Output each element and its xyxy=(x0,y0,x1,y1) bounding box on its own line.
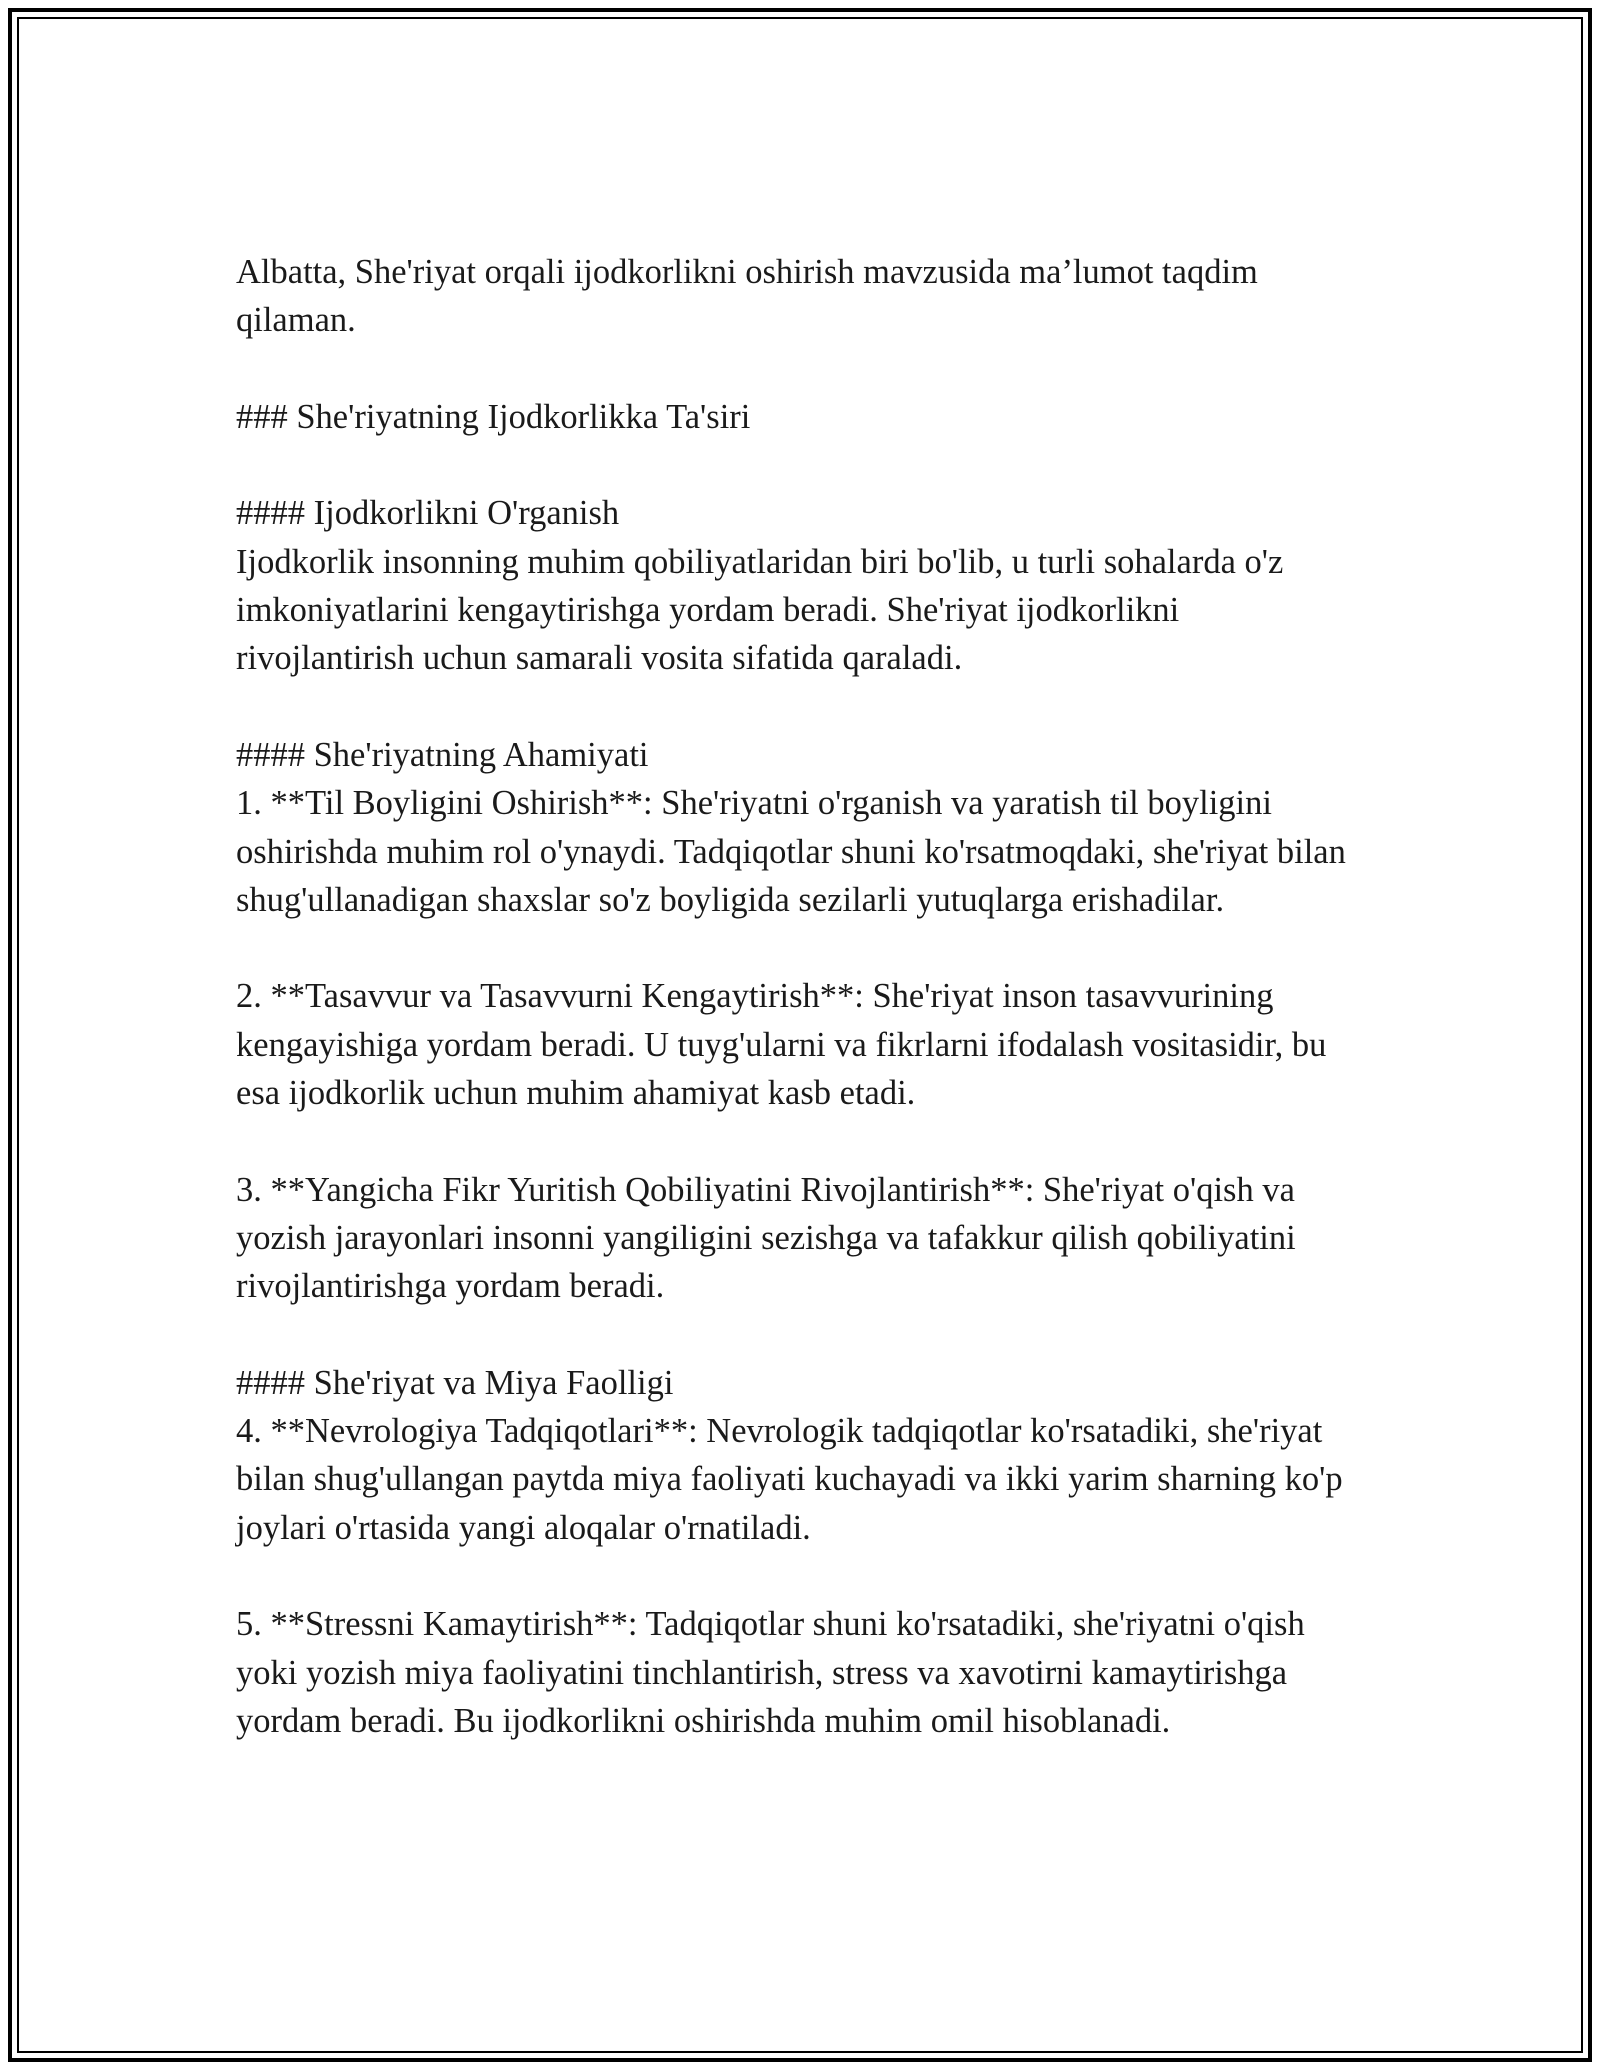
spacer xyxy=(236,1117,1360,1165)
document-body xyxy=(236,248,1360,1745)
spacer xyxy=(236,924,1360,972)
section-body-ijodkorlik: Ijodkorlik insonning muhim qobiliyatlaridan biri bo'lib, u turli sohalarda o'z imkoniyatlarini kengaytirishga yordam beradi. She'riyat ijodkorlikni rivojlantirish uchun samarali vosita sifatida qaraladi. xyxy=(236,542,1292,678)
section-heading-ahamiyati: #### She'riyatning Ahamiyati xyxy=(236,735,649,774)
list-item-5: 5. **Stressni Kamaytirish**: Tadqiqotlar shuni ko'rsatadiki, she'riyatni o'qish yoki yozish miya faoliyatini tinchlantirish, stress va xavotirni kamaytirishga yordam beradi. Bu ijodkorlikni oshirishda muhim omil hisoblanadi. xyxy=(236,1605,1314,1740)
list-item-3: 3. **Yangicha Fikr Yuritish Qobiliyatini Rivojlantirish**: She'riyat o'qish va yozish jarayonlari insonni yangiligini sezishga va tafakkur qilish qobiliyatini rivojlantirishga yordam beradi. xyxy=(236,1170,1305,1306)
spacer xyxy=(236,1552,1360,1600)
spacer xyxy=(236,441,1360,489)
spacer xyxy=(236,1311,1360,1359)
list-item-2: 2. **Tasavvur va Tasavvurni Kengaytirish**: She'riyat inson tasavvurining kengayishiga yordam beradi. U tuyg'ularni va fikrlarni ifodalash vositasidir, bu esa ijodkorlik uchun muhim ahamiyat kasb etadi. xyxy=(236,977,1335,1113)
intro-paragraph: Albatta, She'riyat orqali ijodkorlikni oshirish mavzusida ma’lumot taqdim qilaman. xyxy=(236,253,1267,340)
spacer xyxy=(236,683,1360,731)
section-heading-ijodkorlik: #### Ijodkorlikni O'rganish xyxy=(236,494,620,533)
list-item-1: 1. **Til Boyligini Oshirish**: She'riyatni o'rganish va yaratish til boyligini oshirishda muhim rol o'ynaydi. Tadqiqotlar shuni ko'rsatmoqdaki, she'riyat bilan shug'ullanadigan shaxslar so'z boyligida sezilarli yutuqlarga erishadilar. xyxy=(236,784,1355,919)
section-heading-miya: #### She'riyat va Miya Faolligi xyxy=(236,1363,674,1402)
spacer xyxy=(236,345,1360,393)
list-item-4: 4. **Nevrologiya Tadqiqotlari**: Nevrologik tadqiqotlar ko'rsatadiki, she'riyat bilan shug'ullangan paytda miya faoliyati kuchayadi va ikki yarim sharning ko'p joylari o'rtasida yangi aloqalar o'rnatiladi. xyxy=(236,1412,1352,1547)
main-heading: ### She'riyatning Ijodkorlikka Ta'siri xyxy=(236,397,751,436)
